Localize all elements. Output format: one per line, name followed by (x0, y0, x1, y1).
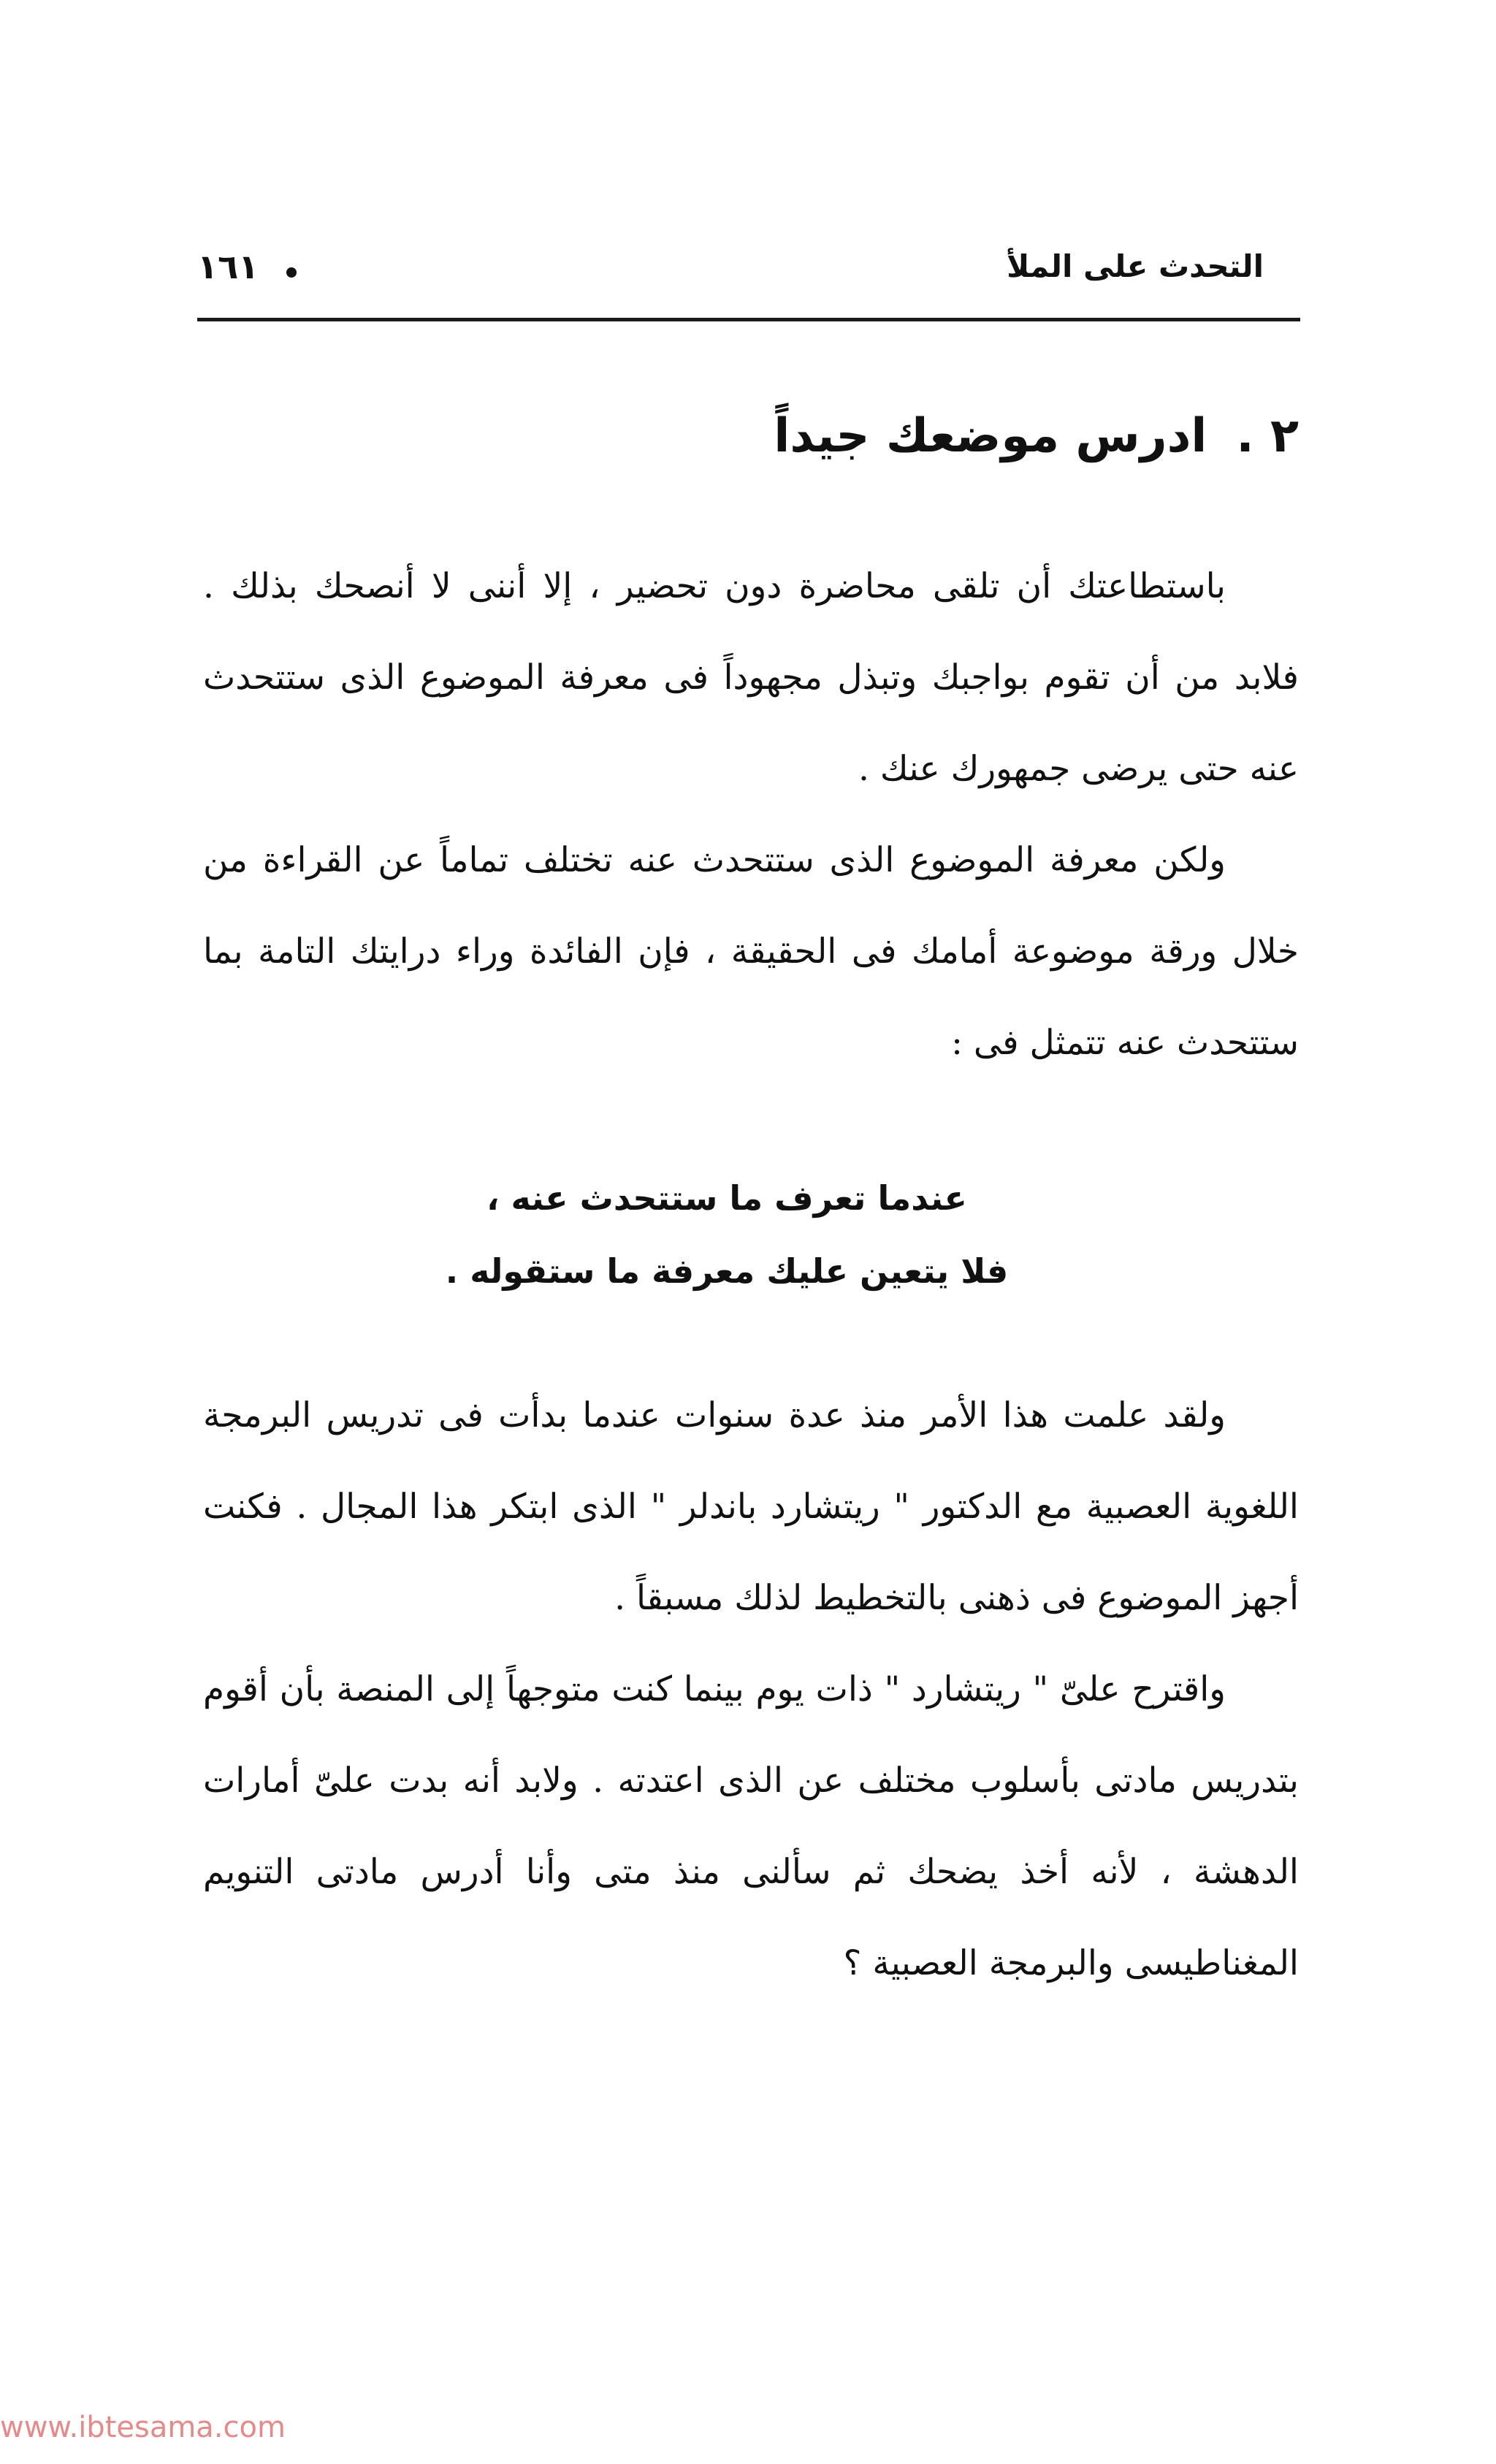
watermark-url: www.ibtesama.com (0, 2411, 286, 2444)
section-heading (276, 409, 1299, 463)
quote-line-1: عندما تعرف ما ستتحدث عنه ، (486, 1178, 967, 1218)
page-number: ١٦١ (197, 247, 259, 286)
paragraph: باستطاعتك أن تلقى محاضرة دون تحضير ، إلا أننى لا أنصحك بذلك . فلابد من أن تقوم بواجبك وتبذل مجهوداً فى معرفة الموضوع الذى ستتحدث عنه حتى يرضى جمهورك عنك . (203, 566, 1299, 789)
running-title: التحدث على الملأ (1007, 248, 1264, 284)
page-header (197, 241, 1300, 321)
paragraph: واقترح علىّ " ريتشارد " ذات يوم بينما كنت متوجهاً إلى المنصة بأن أقوم بتدريس مادتى بأسلوب مختلف عن الذى اعتدته . ولابد أنه بدت علىّ أمارات الدهشة ، لأنه أخذ يضحك ثم سألنى منذ متى وأنا أدرس مادتى التنويم المغناطيسى والبرمجة العصبية ؟ (203, 1669, 1299, 1983)
bullet-icon (286, 267, 297, 278)
section-title: ادرس موضعك جيداً (774, 409, 1207, 463)
quote-line-2: فلا يتعين عليك معرفة ما ستقوله . (445, 1251, 1009, 1291)
section-number: ٢ . (1236, 409, 1299, 463)
paragraph: ولكن معرفة الموضوع الذى ستتحدث عنه تختلف تماماً عن القراءة من خلال ورقة موضوعة أمامك فى الحقيقة ، فإن الفائدة وراء درايتك التامة بما ستتحدث عنه تتمثل فى : (203, 840, 1299, 1063)
body-text-before-quote (203, 541, 1299, 1088)
highlighted-quote (197, 1162, 1300, 1308)
paragraph: ولقد علمت هذا الأمر منذ عدة سنوات عندما بدأت فى تدريس البرمجة اللغوية العصبية مع الدكتور " ريتشارد باندلر " الذى ابتكر هذا المجال . فكنت أجهز الموضوع فى ذهنى بالتخطيط لذلك مسبقاً . (203, 1395, 1299, 1618)
body-text-after-quote (203, 1370, 1299, 2009)
